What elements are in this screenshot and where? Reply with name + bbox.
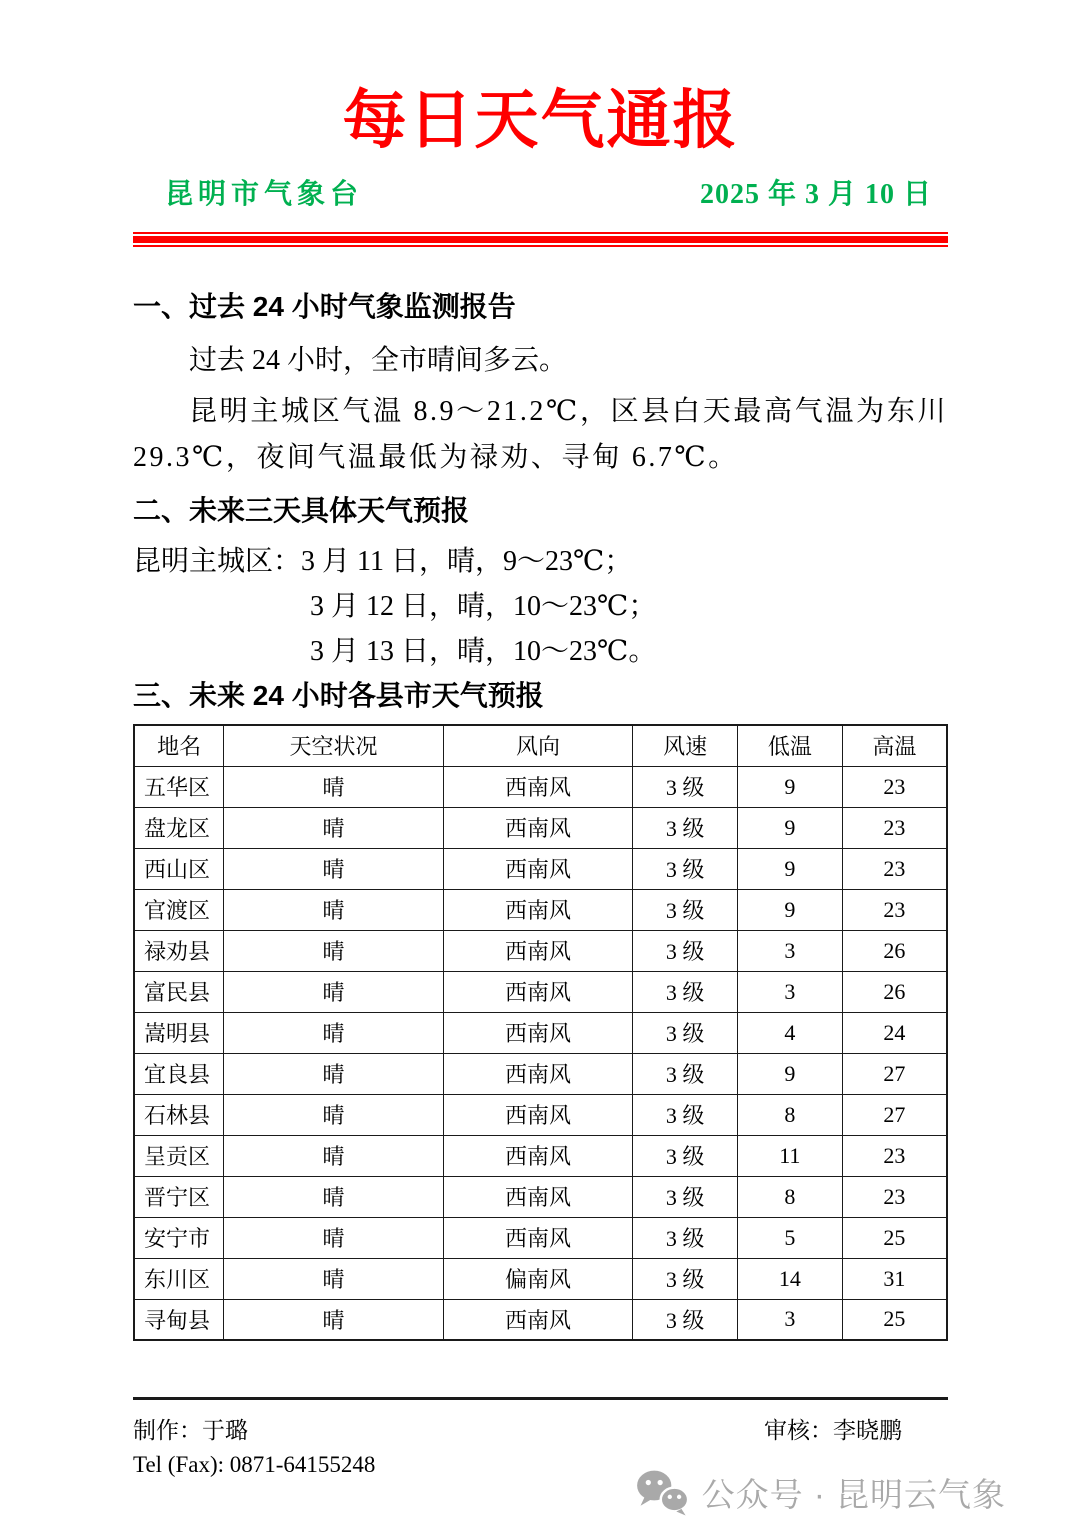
cell-low-temp: 3 bbox=[737, 930, 842, 971]
section1-heading: 一、过去 24 小时气象监测报告 bbox=[133, 291, 516, 322]
header-high-temp: 高温 bbox=[842, 725, 947, 766]
cell-wind-direction: 西南风 bbox=[443, 1217, 632, 1258]
forecast-line-day2: 3 月 12 日，晴，10～23℃； bbox=[310, 590, 657, 622]
cell-high-temp: 26 bbox=[842, 930, 947, 971]
issue-date: 2025 年 3 月 10 日 bbox=[699, 179, 932, 210]
three-day-forecast bbox=[133, 539, 948, 674]
cell-place: 东川区 bbox=[134, 1258, 224, 1299]
cell-low-temp: 9 bbox=[737, 1053, 842, 1094]
cell-wind-direction: 西南风 bbox=[443, 930, 632, 971]
cell-low-temp: 5 bbox=[737, 1217, 842, 1258]
cell-place: 禄劝县 bbox=[134, 930, 224, 971]
page-content bbox=[0, 80, 1080, 1478]
cell-high-temp: 23 bbox=[842, 807, 947, 848]
cell-low-temp: 11 bbox=[737, 1135, 842, 1176]
cell-wind-speed: 3 级 bbox=[633, 1258, 738, 1299]
cell-place: 嵩明县 bbox=[134, 1012, 224, 1053]
table-row bbox=[134, 1135, 947, 1176]
cell-low-temp: 9 bbox=[737, 766, 842, 807]
cell-high-temp: 23 bbox=[842, 766, 947, 807]
cell-sky: 晴 bbox=[224, 848, 443, 889]
cell-low-temp: 3 bbox=[737, 971, 842, 1012]
red-divider-thick bbox=[133, 236, 948, 243]
cell-sky: 晴 bbox=[224, 1012, 443, 1053]
table-row bbox=[134, 1258, 947, 1299]
cell-place: 石林县 bbox=[134, 1094, 224, 1135]
cell-high-temp: 25 bbox=[842, 1299, 947, 1340]
footer-credits bbox=[133, 1412, 948, 1445]
header-wind-speed: 风速 bbox=[633, 725, 738, 766]
cell-sky: 晴 bbox=[224, 1135, 443, 1176]
section1-paragraph1: 过去 24 小时，全市晴间多云。 bbox=[189, 345, 568, 377]
table-row bbox=[134, 1217, 947, 1258]
cell-place: 呈贡区 bbox=[134, 1135, 224, 1176]
cell-place: 富民县 bbox=[134, 971, 224, 1012]
cell-high-temp: 23 bbox=[842, 1176, 947, 1217]
cell-high-temp: 31 bbox=[842, 1258, 947, 1299]
header-sky: 天空状况 bbox=[224, 725, 443, 766]
cell-wind-speed: 3 级 bbox=[633, 807, 738, 848]
red-divider bbox=[133, 232, 948, 247]
cell-place: 西山区 bbox=[134, 848, 224, 889]
cell-high-temp: 27 bbox=[842, 1053, 947, 1094]
cell-sky: 晴 bbox=[224, 971, 443, 1012]
table-row bbox=[134, 1299, 947, 1340]
cell-high-temp: 23 bbox=[842, 889, 947, 930]
cell-low-temp: 3 bbox=[737, 1299, 842, 1340]
wechat-watermark bbox=[634, 1469, 1006, 1516]
county-forecast-table bbox=[133, 724, 948, 1341]
table-row bbox=[134, 1094, 947, 1135]
cell-wind-speed: 3 级 bbox=[633, 1299, 738, 1340]
cell-place: 寻甸县 bbox=[134, 1299, 224, 1340]
table-row bbox=[134, 848, 947, 889]
table-row bbox=[134, 1053, 947, 1094]
cell-low-temp: 9 bbox=[737, 807, 842, 848]
cell-high-temp: 26 bbox=[842, 971, 947, 1012]
cell-wind-direction: 西南风 bbox=[443, 848, 632, 889]
section3-heading: 三、未来 24 小时各县市天气预报 bbox=[133, 679, 544, 711]
cell-wind-speed: 3 级 bbox=[633, 1176, 738, 1217]
table-body bbox=[134, 766, 947, 1340]
header-place: 地名 bbox=[134, 725, 224, 766]
cell-wind-speed: 3 级 bbox=[633, 930, 738, 971]
cell-low-temp: 4 bbox=[737, 1012, 842, 1053]
producer-label: 制作：于璐 bbox=[133, 1418, 248, 1444]
cell-sky: 晴 bbox=[224, 889, 443, 930]
wechat-icon bbox=[634, 1469, 690, 1516]
section2-heading: 二、未来三天具体天气预报 bbox=[133, 495, 470, 527]
cell-wind-speed: 3 级 bbox=[633, 1053, 738, 1094]
cell-sky: 晴 bbox=[224, 1217, 443, 1258]
cell-sky: 晴 bbox=[224, 766, 443, 807]
red-divider-thin-top bbox=[133, 232, 948, 234]
table-row bbox=[134, 889, 947, 930]
cell-wind-direction: 西南风 bbox=[443, 1012, 632, 1053]
cell-sky: 晴 bbox=[224, 1094, 443, 1135]
cell-sky: 晴 bbox=[224, 1258, 443, 1299]
cell-place: 安宁市 bbox=[134, 1217, 224, 1258]
cell-low-temp: 8 bbox=[737, 1094, 842, 1135]
cell-place: 五华区 bbox=[134, 766, 224, 807]
cell-place: 晋宁区 bbox=[134, 1176, 224, 1217]
table-header bbox=[134, 725, 947, 766]
cell-wind-direction: 西南风 bbox=[443, 1053, 632, 1094]
cell-wind-speed: 3 级 bbox=[633, 889, 738, 930]
footer-divider bbox=[133, 1397, 948, 1400]
cell-sky: 晴 bbox=[224, 807, 443, 848]
cell-high-temp: 23 bbox=[842, 848, 947, 889]
table-row bbox=[134, 1012, 947, 1053]
cell-wind-speed: 3 级 bbox=[633, 1094, 738, 1135]
table-row bbox=[134, 1176, 947, 1217]
cell-sky: 晴 bbox=[224, 1299, 443, 1340]
reviewer-label: 审核：李晓鹏 bbox=[764, 1418, 902, 1444]
cell-wind-speed: 3 级 bbox=[633, 971, 738, 1012]
cell-wind-speed: 3 级 bbox=[633, 1012, 738, 1053]
cell-wind-direction: 偏南风 bbox=[443, 1258, 632, 1299]
header-low-temp: 低温 bbox=[737, 725, 842, 766]
cell-wind-direction: 西南风 bbox=[443, 1135, 632, 1176]
cell-wind-direction: 西南风 bbox=[443, 807, 632, 848]
cell-low-temp: 14 bbox=[737, 1258, 842, 1299]
cell-low-temp: 9 bbox=[737, 889, 842, 930]
section1-paragraph2: 昆明主城区气温 8.9～21.2℃，区县白天最高气温为东川 29.3℃，夜间气温最低为禄劝、寻甸 6.7℃。 bbox=[133, 396, 948, 474]
cell-wind-speed: 3 级 bbox=[633, 1217, 738, 1258]
cell-wind-direction: 西南风 bbox=[443, 766, 632, 807]
subheader bbox=[133, 172, 948, 212]
cell-wind-direction: 西南风 bbox=[443, 1299, 632, 1340]
red-divider-thin-bottom bbox=[133, 245, 948, 247]
cell-place: 宜良县 bbox=[134, 1053, 224, 1094]
cell-high-temp: 27 bbox=[842, 1094, 947, 1135]
cell-wind-direction: 西南风 bbox=[443, 971, 632, 1012]
table-row bbox=[134, 930, 947, 971]
cell-high-temp: 25 bbox=[842, 1217, 947, 1258]
agency-name: 昆明市气象台 bbox=[165, 179, 364, 210]
table-row bbox=[134, 807, 947, 848]
cell-high-temp: 24 bbox=[842, 1012, 947, 1053]
header-wind-direction: 风向 bbox=[443, 725, 632, 766]
cell-wind-direction: 西南风 bbox=[443, 1094, 632, 1135]
table-row bbox=[134, 766, 947, 807]
page-title: 每日天气通报 bbox=[342, 84, 739, 156]
forecast-line-day1: 昆明主城区：3 月 11 日，晴，9～23℃； bbox=[133, 545, 633, 577]
cell-wind-direction: 西南风 bbox=[443, 889, 632, 930]
cell-place: 官渡区 bbox=[134, 889, 224, 930]
tel-fax-label: Tel (Fax): 0871-64155248 bbox=[133, 1452, 376, 1478]
table-header-row bbox=[134, 725, 947, 766]
cell-place: 盘龙区 bbox=[134, 807, 224, 848]
forecast-line-day3: 3 月 13 日，晴，10～23℃。 bbox=[310, 635, 657, 667]
cell-wind-speed: 3 级 bbox=[633, 766, 738, 807]
cell-wind-direction: 西南风 bbox=[443, 1176, 632, 1217]
cell-sky: 晴 bbox=[224, 1053, 443, 1094]
table-row bbox=[134, 971, 947, 1012]
cell-wind-speed: 3 级 bbox=[633, 848, 738, 889]
cell-wind-speed: 3 级 bbox=[633, 1135, 738, 1176]
watermark-text: 公众号 · 昆明云气象 bbox=[701, 1476, 1006, 1513]
cell-sky: 晴 bbox=[224, 1176, 443, 1217]
cell-high-temp: 23 bbox=[842, 1135, 947, 1176]
cell-sky: 晴 bbox=[224, 930, 443, 971]
cell-low-temp: 9 bbox=[737, 848, 842, 889]
cell-low-temp: 8 bbox=[737, 1176, 842, 1217]
